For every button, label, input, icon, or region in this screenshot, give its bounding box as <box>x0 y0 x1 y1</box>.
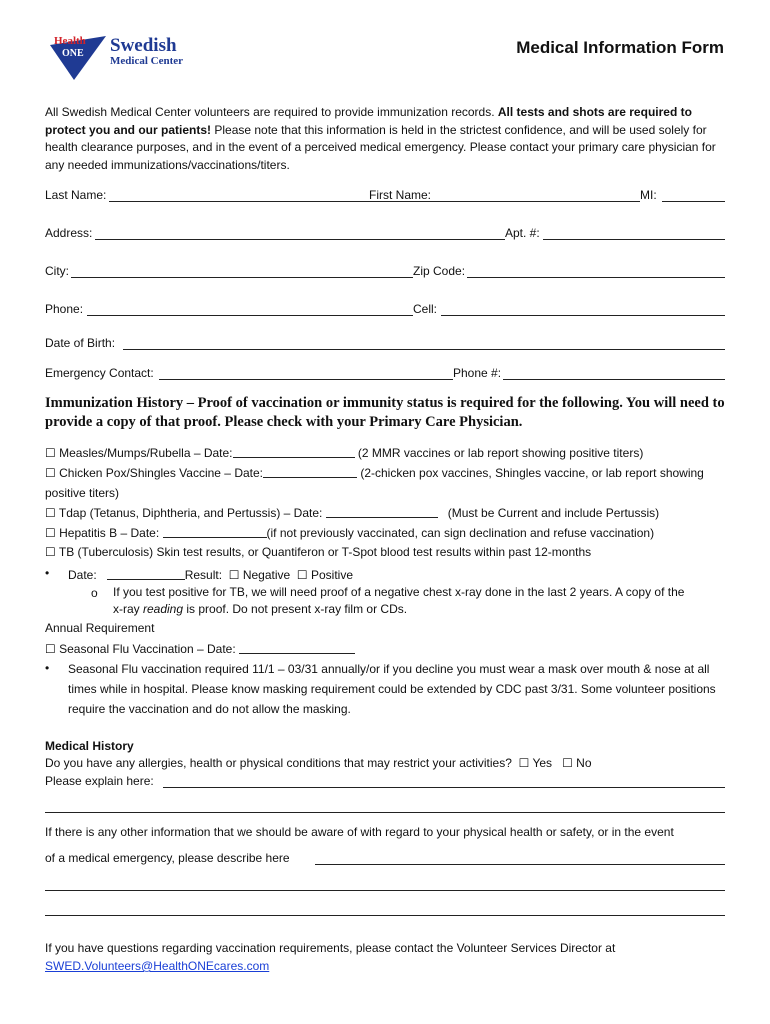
yes-checkbox[interactable]: ☐ <box>518 756 530 770</box>
flu-note: Seasonal Flu vaccination required 11/1 – 03/31 annually/or if you decline you must wear a mask over mouth & nose at all times while in hospital. Please know masking requirement could be extended by CDC past 3/31. Some volunteer positions require the vaccination and do not allow the masking. <box>68 662 716 716</box>
tdap-row: ☐ Tdap (Tetanus, Diphtheria, and Pertussis) – Date: (Must be Current and include Pertussis) <box>45 506 660 520</box>
phone-field[interactable]: Phone: <box>45 302 413 316</box>
tb-date-row: Date: Result: ☐ Negative ☐ Positive <box>68 568 354 582</box>
chicken-pox-date-field[interactable] <box>263 465 357 478</box>
other-info-line1: If there is any other information that we should be aware of with regard to your physical health or safety, or in the event <box>45 825 674 839</box>
zip-field[interactable]: Zip Code: <box>413 264 725 278</box>
annual-requirement: Annual Requirement <box>45 621 155 635</box>
form-title: Medical Information Form <box>516 38 724 57</box>
volunteer-email-link[interactable]: SWED.Volunteers@HealthONEcares.com <box>45 959 270 973</box>
swedish-logo <box>48 30 208 84</box>
hepatitis-b-checkbox[interactable]: ☐ <box>45 526 56 540</box>
dob-field[interactable]: Date of Birth: <box>45 336 725 350</box>
emergency-contact-field[interactable]: Emergency Contact: <box>45 366 453 380</box>
other-info-field[interactable]: of a medical emergency, please describe here <box>45 851 725 865</box>
positive-checkbox[interactable]: ☐ <box>296 568 308 582</box>
negative-checkbox[interactable]: ☐ <box>228 568 240 582</box>
mmr-checkbox[interactable]: ☐ <box>45 446 56 460</box>
tb-note: If you test positive for TB, we will need proof of a negative chest x-ray done in the last 2 years. A copy of the x-ray reading is proof. Do not present x-ray film or CDs. <box>113 585 685 616</box>
other-info-line-2[interactable] <box>45 890 725 891</box>
immunization-heading: Immunization History – Proof of vaccination or immunity status is required for the following. You will need to provide a copy of that proof. Please check with your Primary Care Physician. <box>45 395 725 430</box>
flu-row: ☐ Seasonal Flu Vaccination – Date: <box>45 641 355 656</box>
cell-field[interactable]: Cell: <box>413 302 725 316</box>
svg-text:Swedish: Swedish <box>110 35 177 56</box>
flu-date-field[interactable] <box>239 641 355 654</box>
svg-text:Health: Health <box>54 35 86 47</box>
tb-date-bullet: • <box>45 566 50 580</box>
no-checkbox[interactable]: ☐ <box>562 756 573 770</box>
intro-paragraph: All Swedish Medical Center volunteers are required to provide immunization records. All tests and shots are required to protect you and our patients! Please note that this information is held in the strictest confidence, and will be used solely for health clearance purposes, and in the event of a perceived medical emergency. Please contact your primary care physician for any needed immunizations/vaccinations/titers. <box>45 105 716 172</box>
tdap-checkbox[interactable]: ☐ <box>45 506 56 520</box>
svg-text:Medical Center: Medical Center <box>110 55 183 67</box>
svg-text:ONE: ONE <box>62 48 84 59</box>
mmr-date-field[interactable] <box>233 445 355 458</box>
medical-history-heading: Medical History <box>45 739 134 753</box>
address-field[interactable]: Address: <box>45 226 505 240</box>
city-field[interactable]: City: <box>45 264 413 278</box>
hepatitis-b-date-field[interactable] <box>163 525 267 538</box>
first-name-field[interactable]: First Name: <box>365 188 640 202</box>
allergy-question-row: Do you have any allergies, health or physical conditions that may restrict your activities? ☐ Yes ☐ No <box>45 756 592 770</box>
tb-date-field[interactable] <box>107 567 185 580</box>
chicken-pox-note-cont: positive titers) <box>45 486 120 500</box>
explain-field[interactable]: Please explain here: <box>45 774 725 788</box>
tb-row: ☐ TB (Tuberculosis) Skin test results, or Quantiferon or T-Spot blood test results within past 12-months <box>45 545 592 559</box>
flu-checkbox[interactable]: ☐ <box>45 642 56 656</box>
mi-field[interactable]: MI: <box>640 188 725 202</box>
emergency-phone-field[interactable]: Phone #: <box>453 366 725 380</box>
mmr-row: ☐ Measles/Mumps/Rubella – Date: (2 MMR vaccines or lab report showing positive titers) <box>45 446 644 460</box>
last-name-field[interactable]: Last Name: <box>45 188 365 202</box>
flu-note-bullet: • <box>45 661 50 675</box>
chicken-pox-row: ☐ Chicken Pox/Shingles Vaccine – Date: (2-chicken pox vaccines, Shingles vaccine, or lab report showing <box>45 466 704 480</box>
tb-note-sub-bullet: o <box>91 586 98 600</box>
tdap-date-field[interactable] <box>326 505 438 518</box>
tb-checkbox[interactable]: ☐ <box>45 545 56 559</box>
hepatitis-b-row: ☐ Hepatitis B – Date: (if not previously vaccinated, can sign declination and refuse vaccination) <box>45 526 655 540</box>
chicken-pox-checkbox[interactable]: ☐ <box>45 466 56 480</box>
contact-text: If you have questions regarding vaccination requirements, please contact the Volunteer Services Director at <box>45 941 616 955</box>
explain-line-2[interactable] <box>45 812 725 813</box>
other-info-line-3[interactable] <box>45 915 725 916</box>
apt-field[interactable]: Apt. #: <box>505 226 725 240</box>
